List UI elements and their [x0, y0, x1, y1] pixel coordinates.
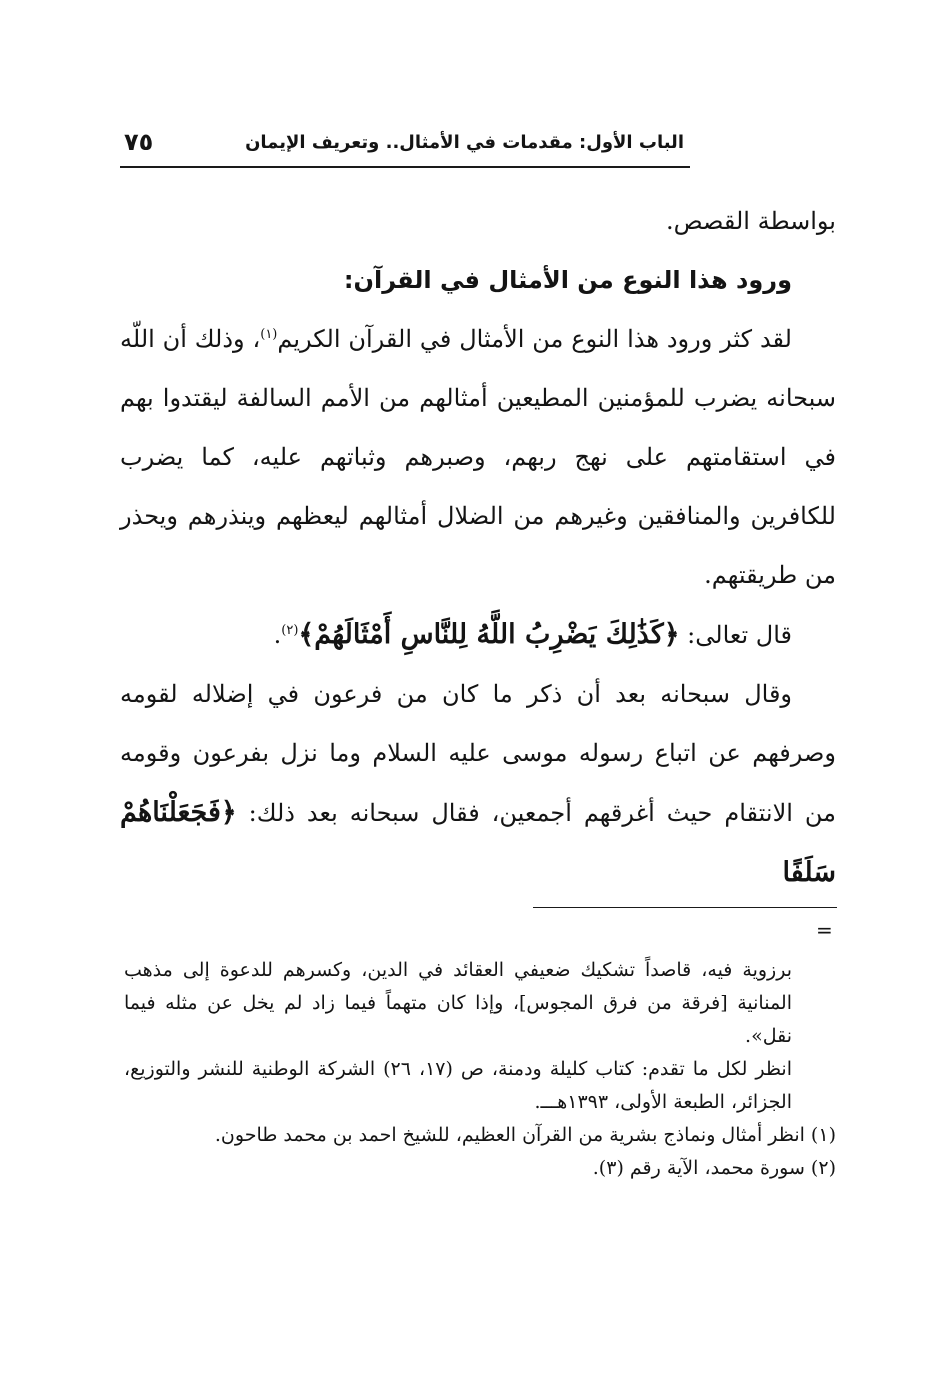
quran-verse: ﴿كَذَٰلِكَ يَضْرِبُ اللَّهُ لِلنَّاسِ أَمْثَالَهُمْ﴾: [298, 619, 680, 650]
footnote-ref: (١): [260, 327, 278, 342]
page-header: [124, 122, 684, 162]
continuation-mark: =: [816, 918, 833, 942]
paragraph: [120, 310, 836, 605]
main-text: [120, 192, 836, 903]
running-head: الباب الأول: مقدمات في الأمثال.. وتعريف الإيمان: [245, 131, 684, 153]
quote-line: [120, 605, 836, 665]
quran-verse: ﴿فَجَعَلْنَاهُمْ سَلَفًا: [120, 797, 836, 888]
footnote-continuation: برزوية فيه، قاصداً تشكيك ضعيفي العقائد في الدين، وكسرهم للدعوة إلى مذهب المنانية [فرقة من فرق المجوس]، وإذا كان متهماً فيما زاد لم يخل عن مثله فيما نقل».: [124, 959, 792, 1047]
quote-end: .: [273, 621, 282, 649]
paragraph-text: وقال سبحانه بعد أن ذكر ما كان من فرعون في إضلاله لقومه وصرفهم عن اتباع رسوله موسى عليه السلام وما نزل بفرعون وقومه من الانتقام حيث أغرقهم أجمعين، فقال سبحانه بعد ذلك:: [120, 680, 836, 827]
footnote-separator: [533, 907, 837, 908]
paragraph-text: لقد كثر ورود هذا النوع من الأمثال في القرآن الكريم: [277, 325, 792, 353]
footnote: (١) انظر أمثال ونماذج بشرية من القرآن العظيم، للشيخ احمد بن محمد طاحون.: [214, 1124, 836, 1146]
footnote-ref: (٢): [281, 623, 299, 638]
paragraph-text: ، وذلك أن اللّه سبحانه يضرب للمؤمنين المطيعين أمثالهم من الأمم السالفة ليقتدوا بهم في استقامتهم على نهج ربهم، وصبرهم وثباتهم عليه، كما يضرب للكافرين والمنافقين وغيرهم من الضلال أمثالهم ليعظهم وينذرهم ويحذر من طريقتهم.: [120, 325, 836, 589]
header-rule: [120, 166, 690, 168]
text-line: بواسطة القصص.: [665, 207, 836, 235]
paragraph: [120, 665, 836, 903]
footnote: (٢) سورة محمد، الآية رقم (٣).: [592, 1157, 836, 1179]
quote-intro: قال تعالى:: [679, 621, 792, 649]
footnote-continuation: انظر لكل ما تقدم: كتاب كليلة ودمنة، ص (١٧، ٢٦) الشركة الوطنية للنشر والتوزيع، الجزائر، الطبعة الأولى، ١٣٩٣هـــ.: [124, 1058, 792, 1113]
footnotes: [124, 954, 836, 1185]
page-number: ٧٥: [124, 128, 154, 156]
section-heading: ورود هذا النوع من الأمثال في القرآن:: [343, 266, 792, 294]
